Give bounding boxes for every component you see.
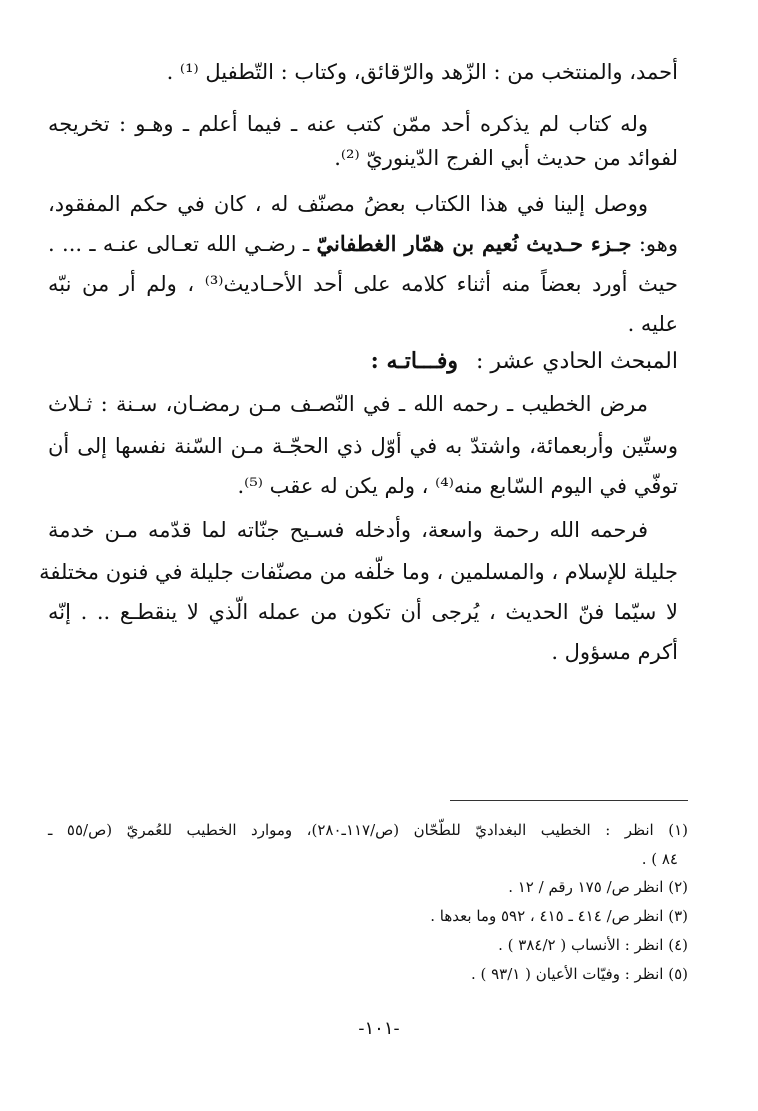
footnote-3: (٣) انظر ص/ ٤١٤ ـ ٤١٥ ، ٥٩٢ وما بعدها . [430,907,688,925]
text-line-13: جليلة للإسلام ، والمسلمين ، وما خلّفه من مصنّفات جليلة في فنون مختلفة [39,560,678,584]
text-line-6: حيث أورد بعضاً منه أثناء كلامه على أحد الأحـاديث⁽³⁾ ، ولم أر من نبّه [48,272,678,296]
footnote-separator [450,800,688,801]
footnote-1-line-2: ٨٤ ) . [641,850,678,868]
text-line-4: ووصل إلينا في هذا الكتاب بعضُ مصنّف له ، كان في حكم المفقود، [48,192,648,216]
footnote-4: (٤) انظر : الأنساب ( ٣٨٤/٢ ) . [498,936,688,954]
book-title: جـزء حـديث نُعيم بن همّار الغطفانيّ [316,231,632,256]
text-line-5-prefix: وهو: [631,232,678,256]
text-line-2: وله كتاب لم يذكره أحد ممّن كتب عنه ـ فيما أعلم ـ وهـو : تخريجه [48,112,648,136]
footnote-1-line-1: (١) انظر : الخطيب البغداديّ للطّحّان (ص/١١٧ـ٢٨٠)، وموارد الخطيب للعُمريّ (ص/٥٥ ـ [48,821,688,839]
text-line-10: وستّين وأربعمائة، واشتدّ به في أوّل ذي الحجّـة مـن السّنة نفسها إلى أن [48,434,678,458]
text-line-14: لا سيّما فنّ الحديث ، يُرجى أن تكون من عمله الّذي لا ينقطـع .. . إنّه [48,600,678,624]
text-line-3: لفوائد من حديث أبي الفرج الدّينوريّ ⁽²⁾. [334,146,678,170]
text-line-15: أكرم مسؤول . [551,640,678,664]
text-line-7: عليه . [627,312,678,336]
footnote-5: (٥) انظر : وفيّات الأعيان ( ٩٣/١ ) . [470,965,688,983]
section-heading: وفـــاتـه : [370,348,458,374]
text-line-12: فرحمه الله رحمة واسعة، وأدخله فسـيح جنّاته لما قدّمه مـن خدمة [48,518,648,542]
text-line-5 [48,222,678,266]
page-number: -١٠١- [358,1018,400,1039]
text-line-1: أحمد، والمنتخب من : الزّهد والرّقائق، وكتاب : التّطفيل ⁽¹⁾ . [166,60,678,84]
text-line-5-suffix: ـ رضـي الله تعـالى عنـه ـ ... . [48,232,317,256]
section-label: المبحث الحادي عشر : [476,349,678,374]
text-line-11: توفّي في اليوم السّابع منه⁽⁴⁾ ، ولم يكن له عقب ⁽⁵⁾. [237,474,678,498]
text-line-9: مرض الخطيب ـ رحمه الله ـ في النّصـف مـن رمضـان، سـنة : ثـلاث [48,392,648,416]
section-title [48,339,678,384]
footnote-2: (٢) انظر ص/ ١٧٥ رقم / ١٢ . [508,878,688,896]
